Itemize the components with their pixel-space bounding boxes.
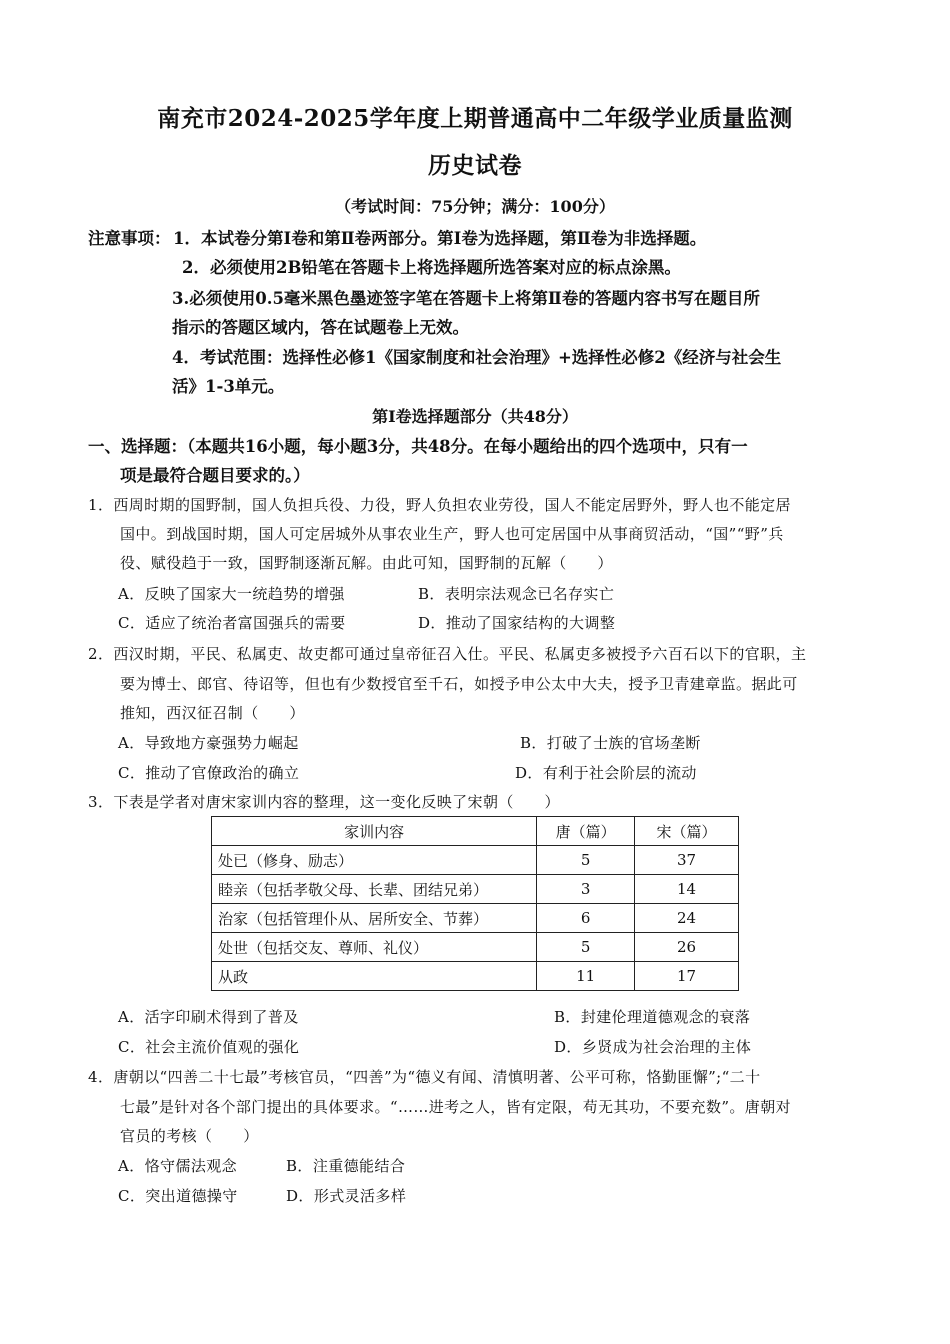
q1-option-b: B．表明宗法观念已名存实亡	[418, 585, 615, 603]
q2-line1: 2．西汉时期，平民、私属吏、故吏都可通过皇帝征召入仕。平民、私属吏多被授予六百石以下的官职，主	[88, 645, 807, 663]
table-cell: 睦亲（包括孝敬父母、长辈、团结兄弟）	[212, 875, 537, 904]
table-cell: 6	[537, 904, 635, 933]
subject-title: 历史试卷	[428, 152, 522, 179]
q2-line2: 要为博士、郎官、待诏等，但也有少数授官至千石，如授予申公太中大夫，授予卫青建章监。据此可	[120, 675, 798, 693]
q2-option-d: D．有利于社会阶层的流动	[515, 764, 697, 782]
note-3-line1: 3.必须使用0.5毫米黑色墨迹签字笔在答题卡上将第Ⅱ卷的答题内容书写在题目所	[172, 289, 760, 308]
table-row	[212, 875, 739, 904]
table-cell: 处世（包括交友、尊师、礼仪）	[212, 933, 537, 962]
q3-line1: 3．下表是学者对唐宋家训内容的整理，这一变化反映了宋朝（ ）	[88, 793, 560, 811]
section1-line2: 项是最符合题目要求的。）	[120, 466, 310, 485]
q1-line1: 1．西周时期的国野制，国人负担兵役、力役，野人负担农业劳役，国人不能定居野外，野人也不能定居	[88, 496, 791, 514]
q3-option-a: A．活字印刷术得到了普及	[118, 1008, 299, 1026]
q4-line2: 七最”是针对各个部门提出的具体要求。“……进考之人，皆有定限，苟无其功，不要充数”。唐朝对	[120, 1098, 792, 1116]
table-header-cell: 家训内容	[212, 817, 537, 846]
q3-table	[211, 816, 739, 991]
table-cell: 37	[635, 846, 739, 875]
table-cell: 14	[635, 875, 739, 904]
table-row	[212, 962, 739, 991]
q4-option-a: A．恪守儒法观念	[118, 1157, 238, 1175]
q4-option-c: C．突出道德操守	[118, 1187, 238, 1205]
table-cell: 17	[635, 962, 739, 991]
q1-line3: 役、赋役趋于一致，国野制逐渐瓦解。由此可知，国野制的瓦解（ ）	[120, 554, 613, 572]
table-cell: 从政	[212, 962, 537, 991]
table-header-row	[212, 817, 739, 846]
table-cell: 处已（修身、励志）	[212, 846, 537, 875]
notes-label: 注意事项：	[88, 229, 171, 248]
table-cell: 5	[537, 846, 635, 875]
q4-line3: 官员的考核（ ）	[120, 1127, 259, 1145]
part1-heading: 第Ⅰ卷选择题部分（共48分）	[372, 407, 578, 426]
note-3-line2: 指示的答题区域内，答在试题卷上无效。	[172, 318, 469, 337]
table-cell: 11	[537, 962, 635, 991]
table-cell: 5	[537, 933, 635, 962]
table-cell: 26	[635, 933, 739, 962]
q2-option-a: A．导致地方豪强势力崛起	[118, 734, 299, 752]
note-4-line1: 4．考试范围：选择性必修1《国家制度和社会治理》+选择性必修2《经济与社会生	[172, 348, 782, 367]
q3-option-b: B．封建伦理道德观念的衰落	[554, 1008, 751, 1026]
note-2: 2．必须使用2B铅笔在答题卡上将选择题所选答案对应的标点涂黑。	[182, 258, 681, 277]
q1-option-d: D．推动了国家结构的大调整	[418, 614, 616, 632]
q3-option-c: C．社会主流价值观的强化	[118, 1038, 300, 1056]
exam-info: （考试时间：75分钟；满分：100分）	[335, 197, 615, 216]
note-1: 1．本试卷分第Ⅰ卷和第Ⅱ卷两部分。第Ⅰ卷为选择题，第Ⅱ卷为非选择题。	[173, 229, 707, 248]
table-row	[212, 933, 739, 962]
table-row	[212, 904, 739, 933]
q4-option-d: D．形式灵活多样	[286, 1187, 407, 1205]
table-row	[212, 846, 739, 875]
q2-option-c: C．推动了官僚政治的确立	[118, 764, 300, 782]
table-header-cell: 宋（篇）	[635, 817, 739, 846]
section1-line1: 一、选择题：（本题共16小题，每小题3分，共48分。在每小题给出的四个选项中，只有一	[88, 437, 748, 456]
table-cell: 治家（包括管理仆从、居所安全、节葬）	[212, 904, 537, 933]
exam-title: 南充市2024-2025学年度上期普通高中二年级学业质量监测	[157, 105, 793, 132]
q2-option-b: B．打破了士族的官场垄断	[520, 734, 701, 752]
table-cell: 24	[635, 904, 739, 933]
q1-option-a: A．反映了国家大一统趋势的增强	[118, 585, 345, 603]
q4-line1: 4．唐朝以“四善二十七最”考核官员，“四善”为“德义有闻、清慎明著、公平可称，恪勤匪懈”;“二十	[88, 1068, 761, 1086]
q1-option-c: C．适应了统治者富国强兵的需要	[118, 614, 346, 632]
note-4-line2: 活》1-3单元。	[172, 377, 285, 396]
q2-line3: 推知，西汉征召制（ ）	[120, 704, 305, 722]
table-header-cell: 唐（篇）	[537, 817, 635, 846]
q3-option-d: D．乡贤成为社会治理的主体	[554, 1038, 752, 1056]
q4-option-b: B．注重德能结合	[286, 1157, 406, 1175]
q1-line2: 国中。到战国时期，国人可定居城外从事农业生产，野人也可定居国中从事商贸活动，“国”“野”兵	[120, 525, 784, 543]
table-cell: 3	[537, 875, 635, 904]
